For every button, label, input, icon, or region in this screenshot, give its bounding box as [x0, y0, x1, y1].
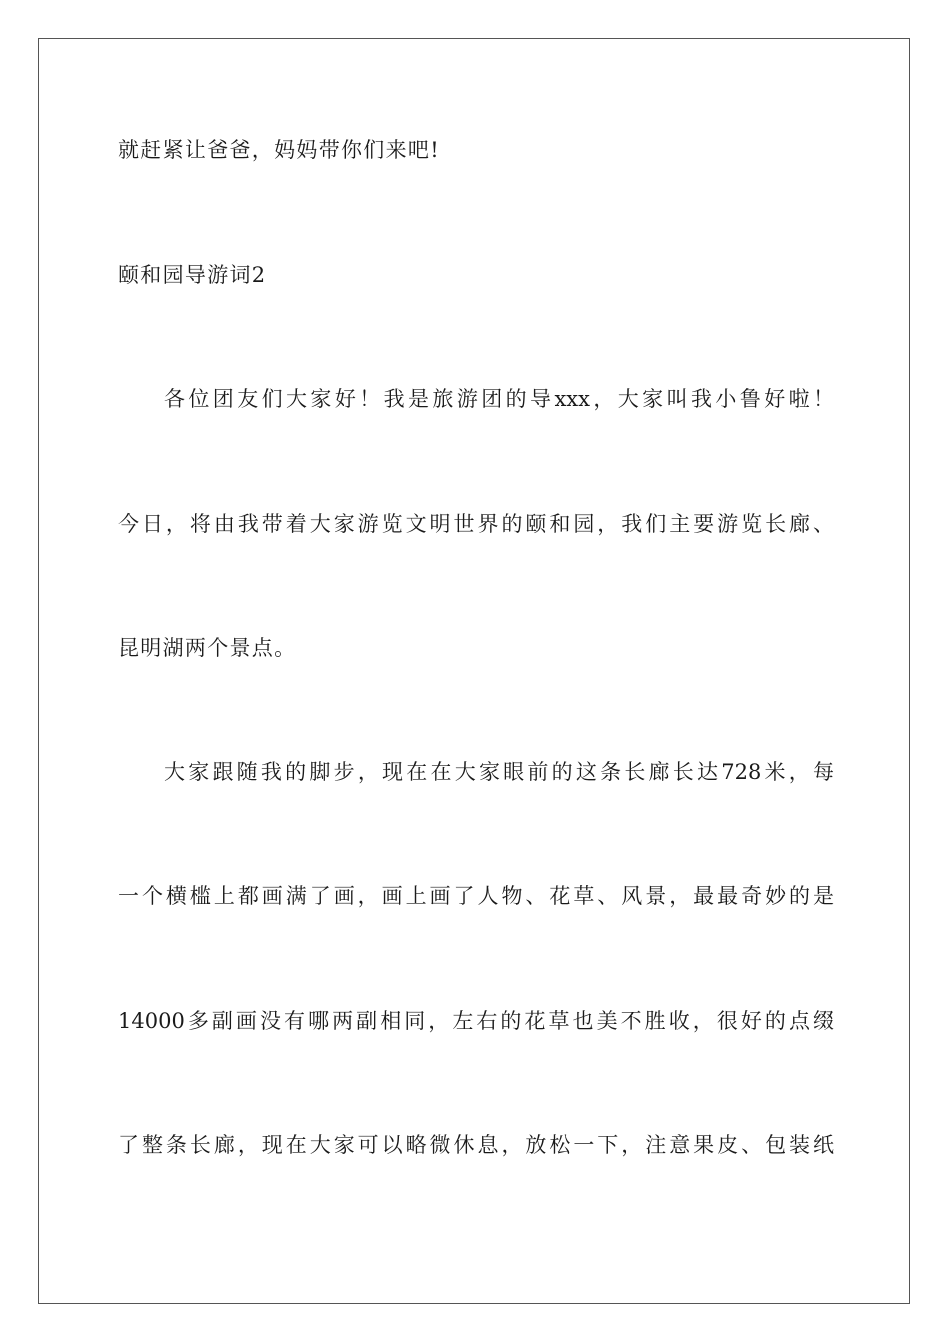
text-line-6: 大家跟随我的脚步，现在在大家眼前的这条长廊长达728米，每 — [164, 760, 834, 784]
text-line-4: 今日，将由我带着大家游览文明世界的颐和园，我们主要游览长廊、 — [118, 512, 834, 536]
text-line-3: 各位团友们大家好！我是旅游团的导xxx，大家叫我小鲁好啦！ — [164, 387, 834, 411]
text-line-8: 14000多副画没有哪两副相同，左右的花草也美不胜收，很好的点缀 — [118, 1009, 834, 1033]
text-line-1: 就赶紧让爸爸，妈妈带你们来吧! — [118, 138, 440, 162]
page-border — [38, 38, 910, 1304]
text-line-7: 一个横槛上都画满了画，画上画了人物、花草、风景，最最奇妙的是 — [118, 884, 834, 908]
text-line-9: 了整条长廊，现在大家可以略微休息，放松一下，注意果皮、包装纸 — [118, 1133, 834, 1157]
text-line-5: 昆明湖两个景点。 — [118, 636, 297, 660]
section-heading: 颐和园导游词2 — [118, 263, 267, 287]
